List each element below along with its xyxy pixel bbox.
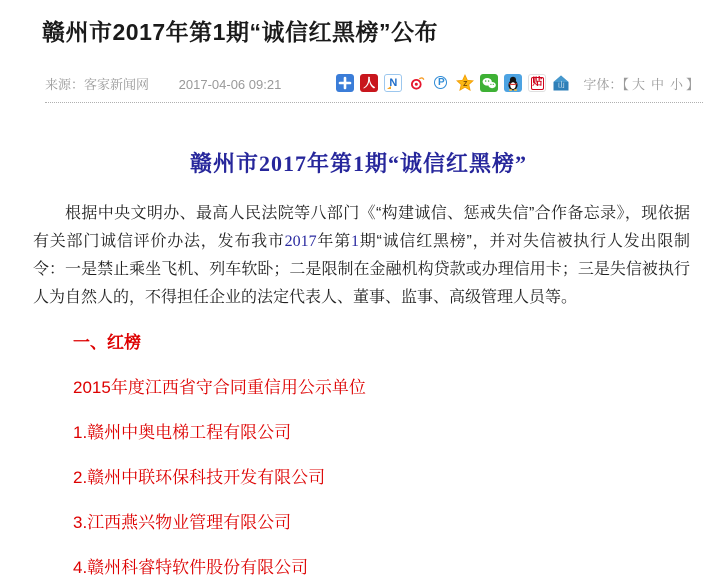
qzone-glyph: Z xyxy=(463,81,468,88)
baidu-tieba-icon[interactable] xyxy=(528,74,546,92)
meta-divider xyxy=(45,102,703,103)
bracket-open-text: 【 xyxy=(622,76,629,92)
publish-datetime: 2017-04-06 09:21 xyxy=(178,76,282,92)
netease-weibo-icon[interactable] xyxy=(384,74,402,92)
share-icon[interactable] xyxy=(336,74,354,92)
paragraph-text: 期“诚信红黑榜”，并对失信被执行人发出限制令：一是禁止乘坐飞机、列车软卧；二是限制在金融机构贷款或办理信用卡；三是失信被执行人为自然人的，不得担任企业的法定代表人、董事、监事、高级管理人员等。 xyxy=(33,233,690,306)
red-list-item: 1.赣州中奥电梯工程有限公司 xyxy=(73,423,292,442)
font-size-label: 字体： xyxy=(583,76,623,92)
red-list-item: 3.江西燕兴物业管理有限公司 xyxy=(73,513,292,532)
house-share-icon[interactable] xyxy=(552,74,570,92)
article-meta xyxy=(45,74,281,93)
share-bar xyxy=(336,74,570,92)
page-title: 赣州市2017年第1期“诚信红黑榜”公布 xyxy=(42,19,438,45)
article-paragraph xyxy=(33,200,690,312)
pengyou-glyph: P xyxy=(437,77,445,88)
font-size-small-button[interactable]: 小 xyxy=(669,76,683,92)
source-value: 客家新闻网 xyxy=(84,76,150,92)
paragraph-text: 根据中央文明办、最高人民法院等八部门《“构建诚信、惩戒失信”合作备忘录》，现依据有关部门诚信评价办法，发布我市 xyxy=(33,205,690,250)
red-list-subheading: 2015年度江西省守合同重信用公示单位 xyxy=(73,378,366,397)
article-page xyxy=(0,16,717,578)
pengyou-icon[interactable] xyxy=(432,74,450,92)
article-heading: 赣州市2017年第1期“诚信红黑榜” xyxy=(189,151,527,176)
people-weibo-icon[interactable] xyxy=(360,74,378,92)
red-list-heading: 一、红榜 xyxy=(73,333,141,352)
red-list-item: 4.赣州科睿特软件股份有限公司 xyxy=(73,558,309,577)
netease-weibo-glyph: N xyxy=(389,77,398,89)
house-glyph: 山 xyxy=(557,82,565,89)
source-label: 来源： xyxy=(45,76,85,92)
font-size-control xyxy=(583,74,699,93)
paragraph-year-number: 2017 xyxy=(284,233,317,250)
bracket-close-text: 】 xyxy=(685,76,699,92)
paragraph-text: 年第 xyxy=(316,233,351,250)
font-size-large-button[interactable]: 大 xyxy=(631,76,645,92)
article-body xyxy=(0,147,717,576)
tieba-glyph: 贴 xyxy=(532,77,543,88)
paragraph-issue-number: 1 xyxy=(351,233,359,250)
wechat-icon[interactable] xyxy=(480,74,498,92)
font-size-medium-button[interactable]: 中 xyxy=(650,76,664,92)
sina-weibo-icon[interactable] xyxy=(408,74,426,92)
meta-bar xyxy=(45,73,699,93)
red-list-item: 2.赣州中联环保科技开发有限公司 xyxy=(73,468,326,487)
qq-penguin-icon[interactable] xyxy=(504,74,522,92)
people-weibo-glyph: 人 xyxy=(363,76,376,90)
qzone-icon[interactable] xyxy=(456,74,474,92)
